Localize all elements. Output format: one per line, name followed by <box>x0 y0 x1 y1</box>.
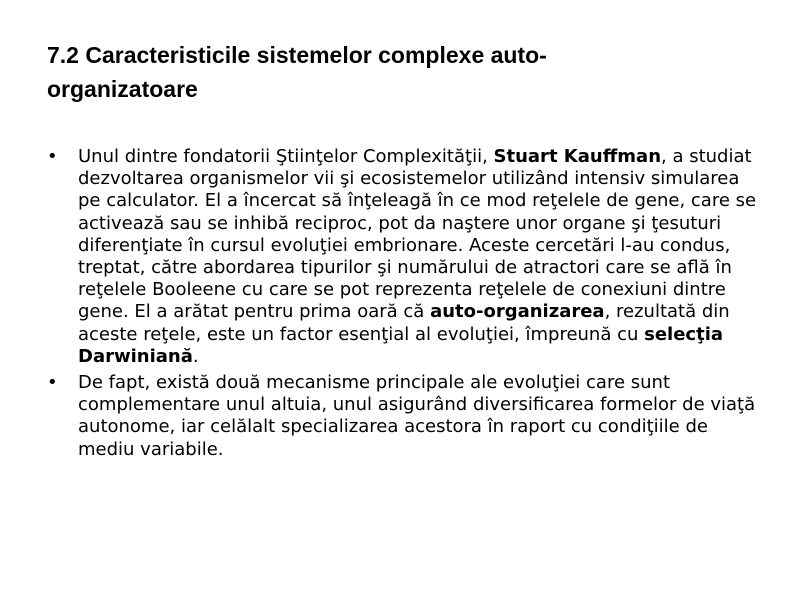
bullet-dot-icon: • <box>47 372 58 394</box>
bullet-item-mecanisme <box>47 372 767 461</box>
bullet-bold-selectia-darwiniana: selecţia Darwiniană <box>78 323 724 367</box>
bullet-text: De fapt, există două mecanisme principale ale evoluţiei care sunt complementare unul altuia, unul asigurând diversificarea formelor de viaţă autonome, iar celălalt specializarea acestora în raport cu condiţiile de mediu variabile. <box>78 372 756 460</box>
bullet-text-segment: , rezultată din aceste reţele, este un factor esenţial al evoluţiei, împreună cu <box>78 301 730 345</box>
slide-title-line1: 7.2 Caracteristicile sistemelor complexe auto- <box>47 42 547 68</box>
bullet-text-segment: . <box>192 345 199 367</box>
bullet-text <box>78 146 756 367</box>
bullet-text-segment: Unul dintre fondatorii Ştiinţelor Complexităţii, <box>78 146 494 167</box>
slide-title-line2: organizatoare <box>47 76 198 102</box>
bullet-dot-icon: • <box>47 146 58 167</box>
slide-title <box>47 38 767 106</box>
bullet-bold-auto-organizarea: auto-organizarea <box>430 301 605 323</box>
bullet-text-segment: , a studiat dezvoltarea organismelor vii şi ecosistemelor utilizând intensiv simularea pe calculator. El a încercat să înţeleagă în ce mod reţelele de gene, care se activează sau se inhibă reciproc, pot da naştere unor organe şi ţesuturi diferenţiate în cursul evoluţiei embrionare. Aceste cercetări l-au condus, treptat, către abordarea tipurilor şi numărului de atractori care se află în reţelele Booleene cu care se pot reprezenta reţelele de conexiuni dintre gene. El a arătat pentru prima oară că <box>78 146 757 323</box>
bullet-list <box>47 146 767 465</box>
bullet-bold-stuart-kauffman: Stuart Kauffman <box>493 146 662 167</box>
bullet-item-kauffman <box>47 146 767 368</box>
